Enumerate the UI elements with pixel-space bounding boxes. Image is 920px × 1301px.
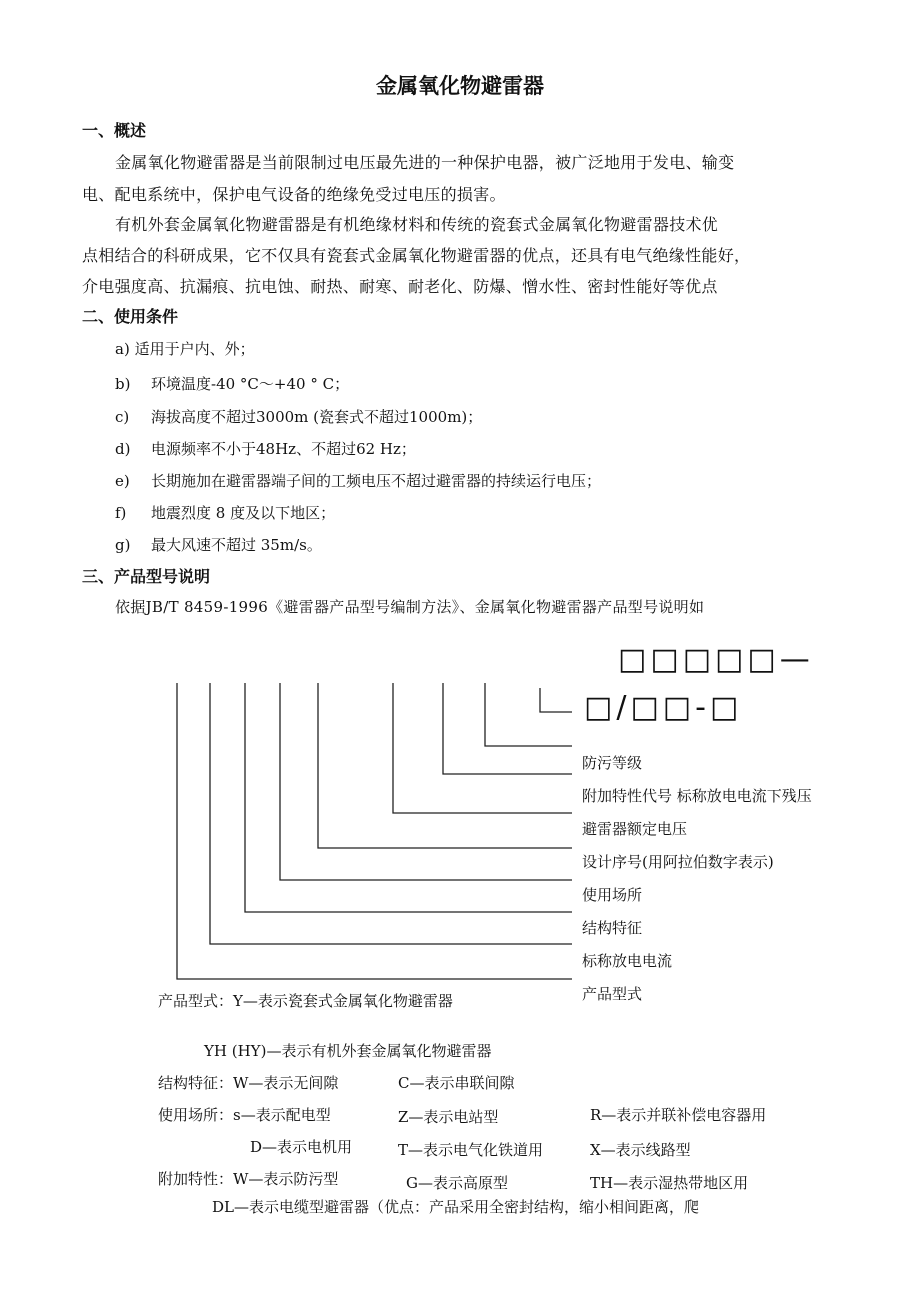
bracket-line-design-number	[318, 683, 572, 848]
legend-structure-c: C—表示串联间隙	[398, 1074, 515, 1092]
legend-usage-s: 使用场所：s—表示配电型	[158, 1106, 331, 1124]
section-heading-conditions: 二、使用条件	[82, 307, 179, 326]
bracket-line-rated-voltage	[393, 683, 572, 813]
overview-paragraph-2-line-2: 点相结合的科研成果，它不仅具有瓷套式金属氧化物避雷器的优点，还具有电气绝缘性能好，	[82, 246, 751, 265]
condition-marker: e)	[115, 472, 130, 490]
legend-extra-th: TH—表示湿热带地区用	[590, 1174, 749, 1192]
condition-marker: d)	[115, 440, 131, 458]
bracket-line-product-form	[177, 683, 572, 979]
condition-marker: c)	[115, 408, 130, 426]
condition-marker: g)	[115, 536, 131, 554]
legend-dl: DL—表示电缆型避雷器（优点：产品采用全密封结构，缩小相间距离，爬	[212, 1198, 699, 1216]
condition-marker: b)	[115, 375, 131, 393]
section-heading-overview: 一、概述	[82, 121, 147, 140]
bracket-line-structure	[245, 683, 572, 912]
diagram-label-anti-pollution: 防污等级	[582, 754, 643, 772]
condition-text: 长期施加在避雷器端子间的工频电压不超过避雷器的持续运行电压；	[151, 472, 602, 490]
legend-product-form: 产品型式：Y—表示瓷套式金属氧化物避雷器	[158, 992, 453, 1010]
legend-extra-g: G—表示高原型	[406, 1174, 508, 1192]
section-heading-model: 三、产品型号说明	[82, 567, 211, 586]
legend-structure-w: 结构特征：W—表示无间隙	[158, 1074, 339, 1092]
model-intro: 依据JB/T 8459-1996《避雷器产品型号编制方法》、金属氧化物避雷器产品型号说明如	[115, 598, 705, 616]
overview-paragraph-1-line-2: 电、配电系统中，保护电气设备的绝缘免受过电压的损害。	[82, 185, 506, 204]
legend-usage-d: D—表示电机用	[250, 1138, 353, 1156]
diagram-label-rated-voltage: 避雷器额定电压	[582, 820, 688, 838]
diagram-label-design-number: 设计序号(用阿拉伯数字表示)	[582, 853, 774, 871]
condition-text: 环境温度-40 °C～+40 ° C；	[151, 375, 350, 393]
model-code-boxes-bottom: □/□□-□	[584, 690, 743, 725]
overview-paragraph-2-line-3: 介电强度高、抗漏痕、抗电蚀、耐热、耐寒、耐老化、防爆、憎水性、密封性能好等优点	[82, 277, 718, 296]
bracket-line-boxes	[540, 688, 572, 712]
diagram-label-structure: 结构特征	[582, 919, 643, 937]
legend-extra-w: 附加特性：W—表示防污型	[158, 1170, 339, 1188]
bracket-line-usage-place	[280, 683, 572, 880]
page-title: 金属氧化物避雷器	[376, 74, 544, 98]
condition-text: a) 适用于户内、外；	[115, 340, 255, 358]
overview-paragraph-2-line-1: 有机外套金属氧化物避雷器是有机绝缘材料和传统的瓷套式金属氧化物避雷器技术优	[115, 215, 719, 234]
diagram-label-additional-feature: 附加特性代号 标称放电电流下残压	[582, 787, 812, 805]
legend-yh: YH (HY)—表示有机外套金属氧化物避雷器	[204, 1042, 492, 1060]
legend-usage-z: Z—表示电站型	[398, 1108, 499, 1126]
overview-paragraph-1-line-1: 金属氧化物避雷器是当前限制过电压最先进的一种保护电器，被广泛地用于发电、输变	[115, 153, 735, 172]
bracket-line-anti-pollution	[485, 683, 572, 746]
condition-text: 最大风速不超过 35m/s。	[151, 536, 322, 554]
condition-text: 电源频率不小于48Hz、不超过62 Hz；	[151, 440, 416, 458]
legend-usage-x: X—表示线路型	[590, 1141, 691, 1159]
condition-text: 海拔高度不超过3000m (瓷套式不超过1000m)；	[151, 408, 483, 426]
condition-text: 地震烈度 8 度及以下地区；	[151, 504, 336, 522]
legend-usage-t: T—表示电气化铁道用	[398, 1141, 544, 1159]
condition-marker: f)	[115, 504, 127, 522]
diagram-label-discharge-current: 标称放电电流	[582, 952, 673, 970]
diagram-label-usage-place: 使用场所	[582, 886, 643, 904]
legend-usage-r: R—表示并联补偿电容器用	[590, 1106, 767, 1124]
model-code-boxes-top: □□□□□—	[618, 642, 814, 677]
bracket-line-additional-feature	[443, 683, 572, 774]
diagram-label-product-form: 产品型式	[582, 985, 643, 1003]
